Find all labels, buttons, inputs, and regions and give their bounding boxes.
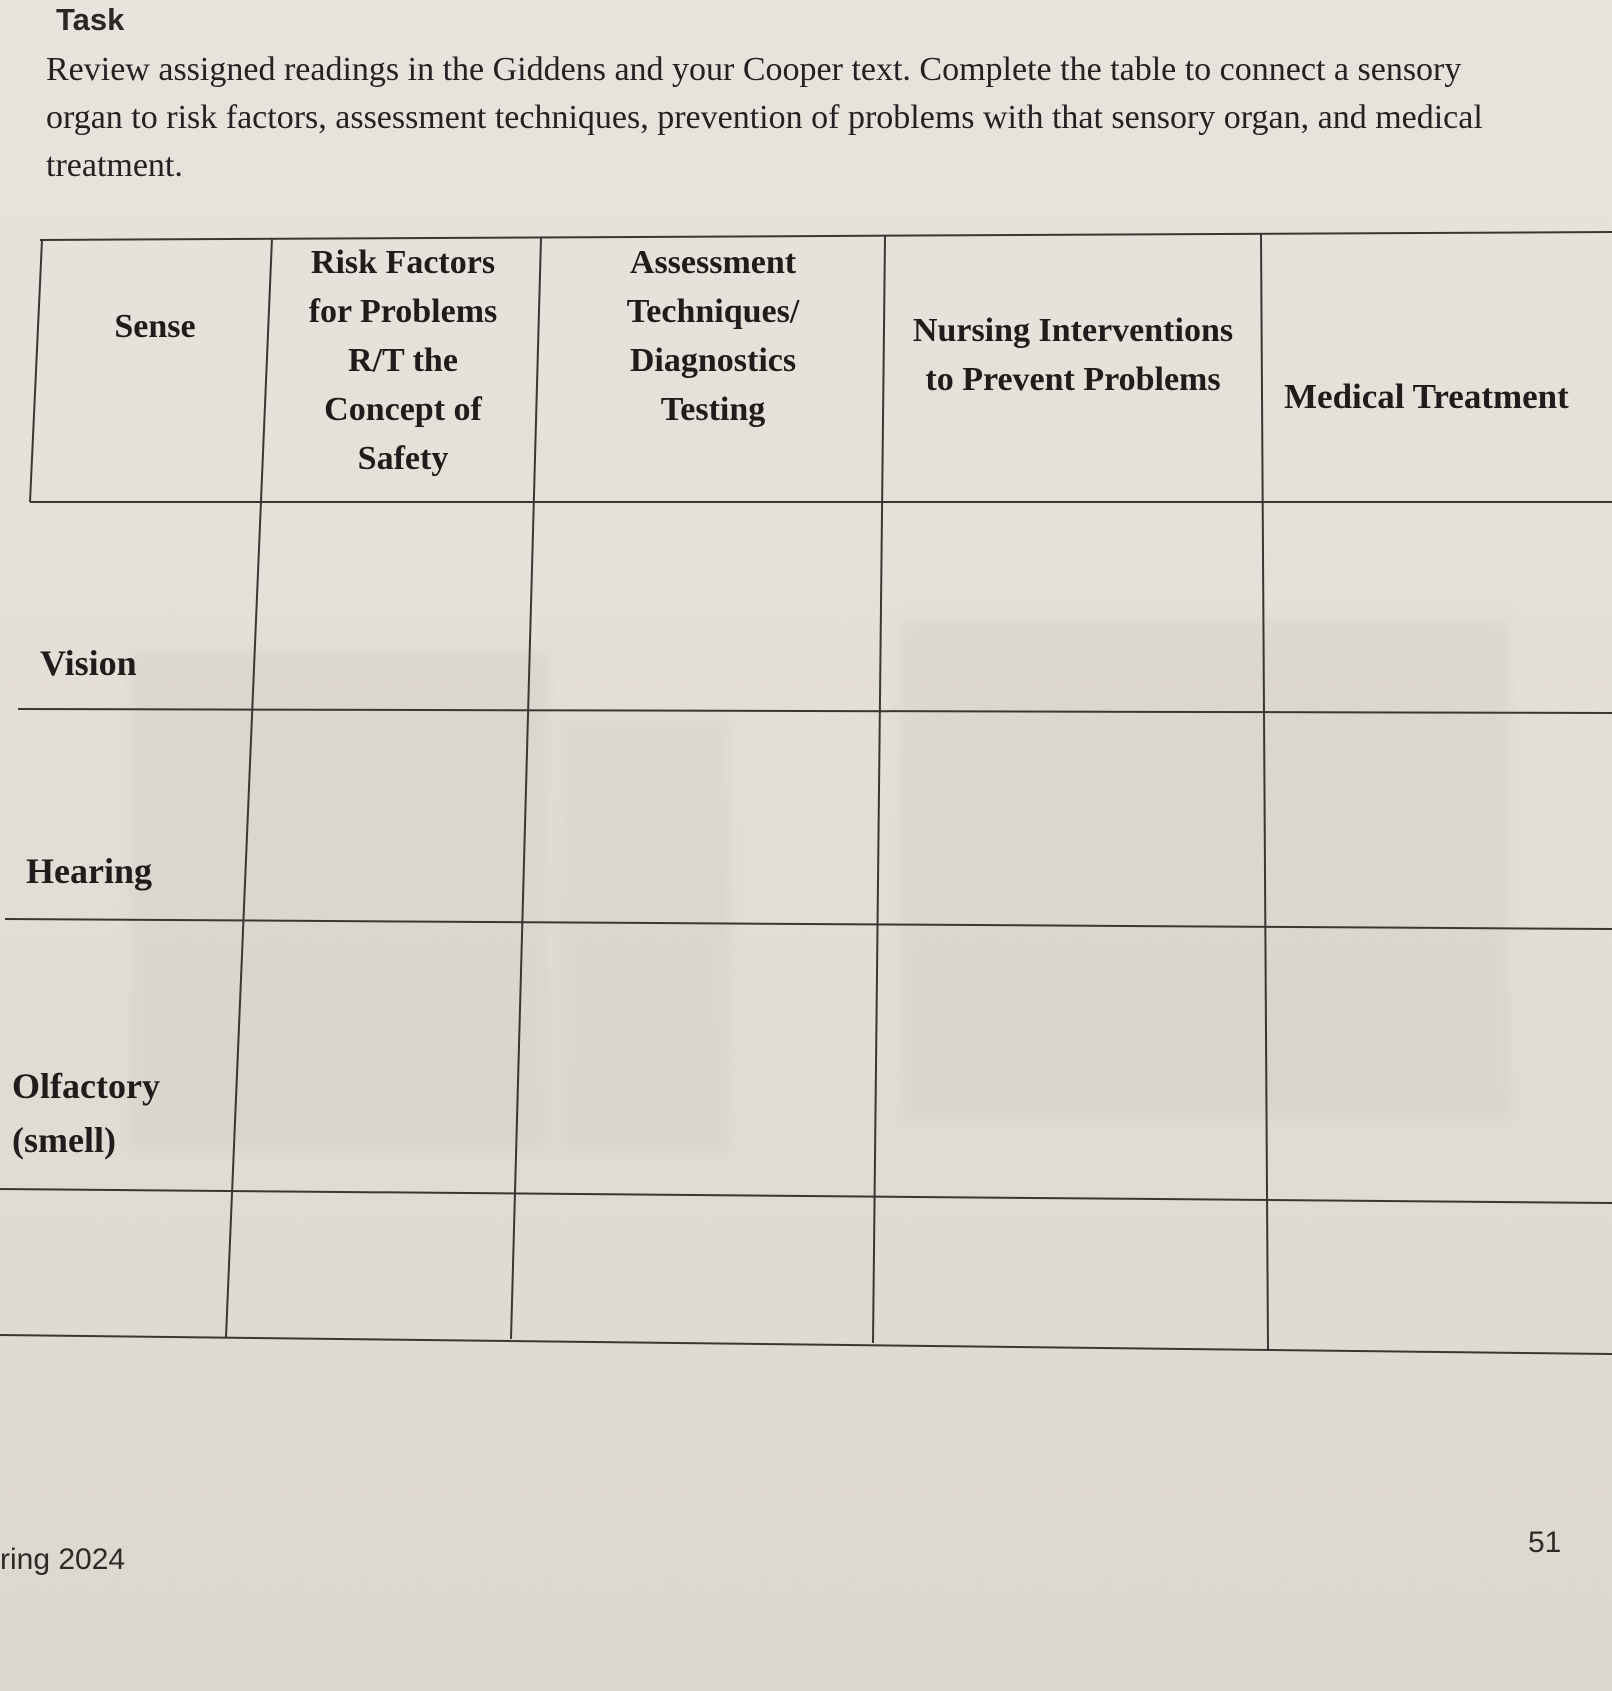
page-number: 51 [1528,1526,1562,1559]
column-header-medical-treatment: Medical Treatment [1284,377,1569,416]
task-instructions: Review assigned readings in the Giddens and your Cooper text. Complete the table to connect a sensory organ to risk factors, assessment techniques, prevention of problems with that sensory organ, and medical treatment. [46,51,1483,184]
task-title: Task [56,2,125,37]
row-divider-vision [18,709,1612,713]
table-bottom-border [0,1335,1612,1354]
column-divider-3 [873,236,885,1343]
column-header-sense: Sense [114,308,196,345]
row-divider-hearing [5,919,1612,929]
row-divider-olfactory [0,1189,1612,1203]
column-divider-4 [1261,234,1268,1351]
answer-cell [540,510,870,700]
table-top-border [40,232,1612,240]
column-header-risk-factors: Risk Factors for Problems R/T the Concept of Safety [308,244,498,477]
row-label-hearing: Hearing [26,851,152,891]
column-border-left [30,240,42,502]
footer-term: ring 2024 [0,1543,126,1576]
row-label-olfactory: Olfactory (smell) [12,1066,160,1160]
row-label-vision: Vision [40,643,137,683]
column-divider-1 [226,238,272,1337]
answer-cell [1275,510,1605,700]
answer-cell [260,510,520,700]
column-header-assessment: Assessment Techniques/ Diagnostics Testing [626,244,800,428]
column-header-nursing-interventions: Nursing Interventions to Prevent Problems [912,312,1234,398]
answer-cell [890,510,1250,700]
